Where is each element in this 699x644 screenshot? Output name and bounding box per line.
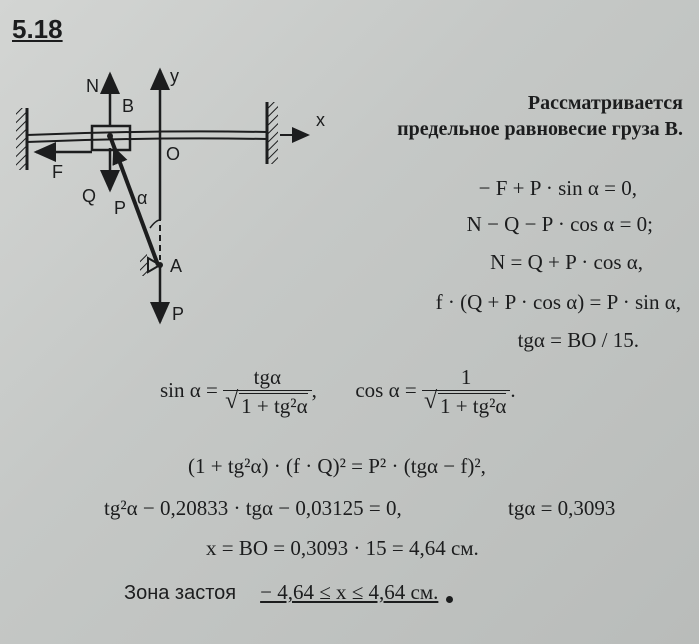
sin-denominator: [223, 390, 311, 419]
equation-1: − F + P · sin α = 0,: [478, 176, 637, 200]
equation-5: tgα = BO / 15.: [517, 328, 639, 352]
guide-rod-lower: [27, 138, 267, 142]
label-b: B: [122, 96, 135, 116]
equation-7: (1 + tg²α) · (f · Q)² = P² · (tgα − f)²,: [188, 454, 486, 478]
equation-3: N = Q + P · cos α,: [490, 250, 643, 274]
label-p-bottom: P: [172, 304, 185, 324]
label-a: A: [170, 256, 183, 276]
equation-8b: tgα = 0,3093: [508, 496, 616, 520]
label-q: Q: [82, 186, 97, 206]
cos-denominator: [422, 390, 510, 419]
mechanics-figure: [10, 60, 325, 340]
left-wall-hatch: [16, 108, 26, 170]
sin-sqrt: √ 1 + tg²α: [239, 393, 307, 419]
cos-lhs: cos α =: [355, 377, 417, 402]
cos-sqrt: √ 1 + tg²α: [438, 393, 506, 419]
stagnation-label: Зона застоя: [124, 582, 237, 604]
label-alpha: α: [137, 188, 148, 208]
label-p-rod: P: [114, 198, 127, 218]
sin-comma: ,: [311, 377, 317, 402]
cos-end: .: [510, 377, 516, 402]
sin-lhs: sin α =: [160, 377, 218, 402]
equation-8a: tg²α − 0,20833 · tgα − 0,03125 = 0,: [104, 496, 402, 520]
equation-2: N − Q − P · cos α = 0;: [466, 212, 653, 236]
sin-fraction: [223, 365, 311, 419]
guide-rod: [27, 131, 267, 135]
equation-9: x = BO = 0,3093 · 15 = 4,64 см.: [206, 536, 479, 560]
cos-numerator: 1: [460, 365, 472, 389]
alpha-arc: [150, 220, 160, 228]
label-f: F: [52, 162, 63, 182]
sin-numerator: tgα: [253, 365, 282, 389]
stagnation-result: − 4,64 ≤ x ≤ 4,64 см.: [260, 580, 439, 604]
label-n: N: [86, 76, 99, 96]
end-dot: [446, 596, 453, 603]
hinge-a-hatch: [140, 254, 147, 276]
label-y: y: [170, 66, 179, 86]
trig-relations: [160, 365, 516, 419]
label-x: x: [316, 110, 325, 130]
force-p-rod-arrow: [114, 148, 126, 178]
intro-line-2: предельное равновесие груза B.: [397, 118, 683, 140]
intro-line-1: Рассматривается: [527, 92, 683, 114]
problem-number: 5.18: [12, 14, 63, 44]
right-wall-hatch: [268, 102, 278, 164]
stagnation-zone: [124, 580, 453, 605]
label-o: O: [166, 144, 181, 164]
equation-4: f · (Q + P · cos α) = P · sin α,: [435, 290, 681, 314]
cos-fraction: [422, 365, 510, 419]
